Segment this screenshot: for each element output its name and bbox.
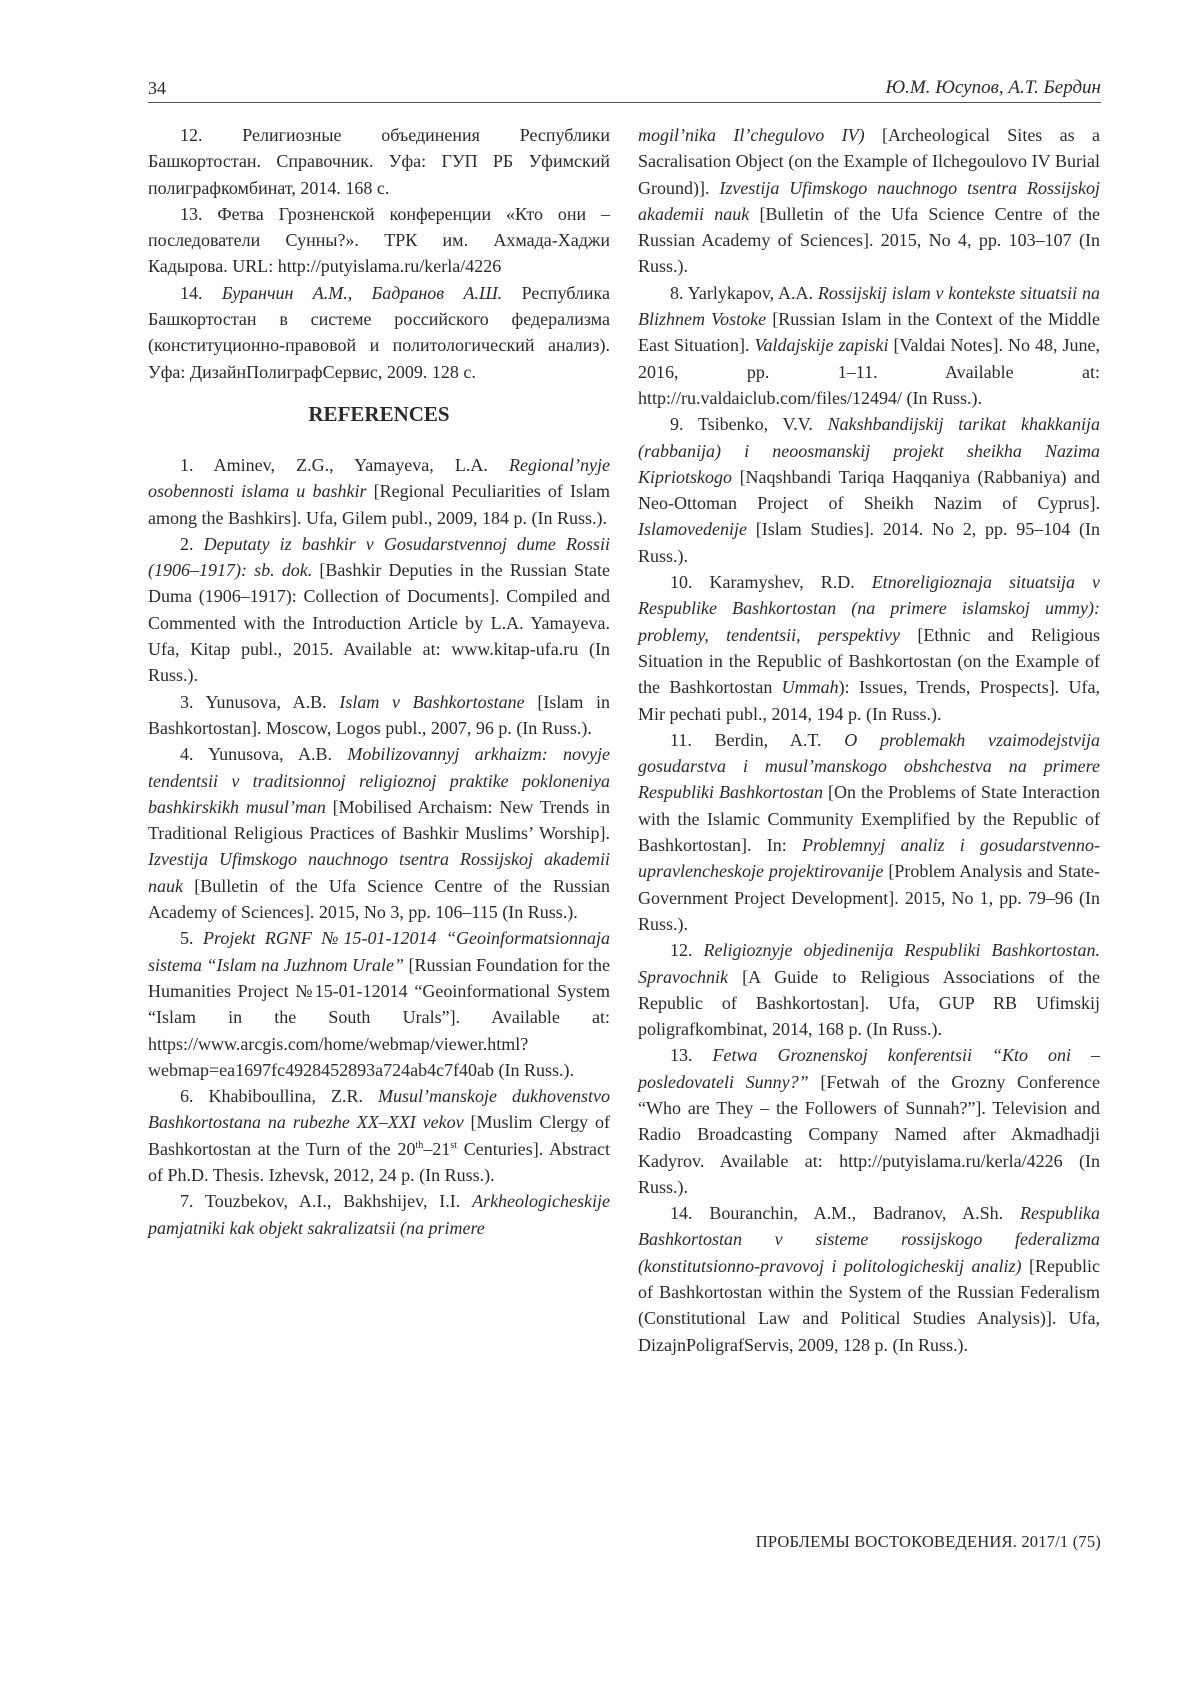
reference-item: 3. Yunusova, A.B. Islam v Bashkortostane [Islam in Bashkortostan]. Moscow, Logos publ., 2007, 96 p. (In Russ.). (148, 691, 610, 738)
bibliography-item: 14. Буранчин А.М., Бадранов А.Ш. Республика Башкортостан в системе российского федерализма (конституционно-правовой и политологический анализ). Уфа: ДизайнПолиграфСервис, 2009. 128 с. (148, 282, 610, 382)
running-title: Ю.М. Юсупов, А.Т. Бердин (885, 77, 1101, 98)
reference-item: 5. Projekt RGNF №15-01-12014 “Geoinformatsionnaja sistema “Islam na Juzhnom Urale” [Russian Foundation for the Humanities Project №15-01-12014 “Geoinformational System “Islam in the South Urals”]. Available at: https://www.arcgis.com/home/webmap/viewer.html?webmap=ea1697fc4928452893a724ab4c7f40ab (In Russ.). (148, 928, 611, 1080)
reference-item: 4. Yunusova, A.B. Mobilizovannyj arkhaizm: novyje tendentsii v traditsionnoj religioznoj praktike pokloneniya bashkirskikh musul’man [Mobilised Archaism: New Trends in Traditional Religious Practices of Bashkir Muslims’ Worship]. Izvestija Ufimskogo nauchnogo tsentra Rossijskoj akademii nauk [Bulletin of the Ufa Science Centre of the Russian Academy of Sciences]. 2015, No 3, pp. 106–115 (In Russ.). (148, 744, 611, 923)
page-header (148, 78, 1101, 103)
reference-item: 2. Deputaty iz bashkir v Gosudarstvennoj dume Rossii (1906–1917): sb. dok. [Bashkir Deputies in the Russian State Duma (1906–1917): Collection of Documents]. Compiled and Commented with the Introduction Article by L.A. Yamayeva. Ufa, Kitap publ., 2015. Available at: www.kitap-ufa.ru (In Russ.). (148, 533, 611, 686)
page-number: 34 (148, 78, 166, 98)
right-column (638, 122, 1100, 1358)
reference-item: 9. Tsibenko, V.V. Nakshbandijskij tarikat khakkanija (rabbanija) i neoosmanskij projekt sheikha Nazima Kipriotskogo [Naqshbandi Tariqa Haqqaniya (Rabbaniya) and Neo-Ottoman Project of Sheikh Nazim of Cyprus]. Islamovedenije [Islam Studies]. 2014. No 2, pp. 95–104 (In Russ.). (638, 414, 1100, 566)
reference-item: 7. Touzbekov, A.I., Bakhshijev, I.I. Arkheologicheskije pamjatniki kak objekt sakralizatsii (na primere (148, 1191, 611, 1238)
reference-item: 8. Yarlykapov, A.A. Rossijskij islam v kontekste situatsii na Blizhnem Vostoke [Russian Islam in the Context of the Middle East Situation]. Valdajskije zapiski [Valdai Notes]. No 48, June, 2016, pp. 1–11. Available at: http://ru.valdaiclub.com/files/12494/ (In Russ.). (638, 282, 1101, 408)
bibliography-item: 13. Фетва Грозненской конференции «Кто они – последователи Сунны?». ТРК им. Ахмада-Хаджи Кадырова. URL: http://putyislama.ru/kerla/4226 (148, 203, 610, 277)
journal-footer: ПРОБЛЕМЫ ВОСТОКОВЕДЕНИЯ. 2017/1 (75) (755, 1532, 1101, 1551)
reference-item: 12. Religioznyje objedinenija Respubliki Bashkortostan. Spravochnik [A Guide to Religious Associations of the Republic of Bashkortostan]. Ufa, GUP RB Ufimskij poligrafkombinat, 2014, 168 p. (In Russ.). (638, 940, 1101, 1040)
reference-item: 10. Karamyshev, R.D. Etnoreligioznaja situatsija v Respublike Bashkortostan (na primere islamskoj ummy): problemy, tendentsii, perspektivy [Ethnic and Religious Situation in the Republic of Bashkortostan (on the Example of the Bashkortostan Ummah): Issues, Trends, Prospects]. Ufa, Mir pechati publ., 2014, 194 p. (In Russ.). (638, 572, 1101, 724)
reference-item: 6. Khabiboullina, Z.R. Musul’manskoje dukhovenstvo Bashkortostana na rubezhe XX–XXI vekov [Muslim Clergy of Bashkortostan at the Turn of the 20th–21st Centuries]. Abstract of Ph.D. Thesis. Izhevsk, 2012, 24 p. (In Russ.). (148, 1086, 611, 1185)
left-column (148, 122, 610, 1241)
reference-item: 11. Berdin, A.T. O problemakh vzaimodejstvija gosudarstva i musul’manskogo obshchestva na primere Respubliki Bashkortostan [On the Problems of State Interaction with the Islamic Community Exemplified by the Republic of Bashkortostan]. In: Problemnyj analiz i gosudarstvenno-upravlencheskoje projektirovanije [Problem Analysis and State-Government Project Development]. 2015, No 1, pp. 79–96 (In Russ.). (638, 729, 1101, 934)
reference-item: 14. Bouranchin, A.M., Badranov, A.Sh. Respublika Bashkortostan v sisteme rossijskogo federalizma (konstitutsionno-pravovoj i politologicheskij analiz) [Republic of Bashkortostan within the System of the Russian Federalism (Constitutional Law and Political Studies Analysis)]. Ufa, DizajnPoligrafServis, 2009, 128 p. (In Russ.). (638, 1203, 1101, 1355)
reference-item: 1. Aminev, Z.G., Yamayeva, L.A. Regional’nyje osobennosti islama u bashkir [Regional Peculiarities of Islam among the Bashkirs]. Ufa, Gilem publ., 2009, 184 p. (In Russ.). (148, 454, 611, 528)
reference-item: 13. Fetwa Groznenskoj konferentsii “Kto oni – posledovateli Sunny?” [Fetwah of the Grozny Conference “Who are They – the Followers of Sunnah?”]. Television and Radio Broadcasting Company Named after Akmadhadji Kadyrov. Available at: http://putyislama.ru/kerla/4226 (In Russ.). (638, 1045, 1101, 1197)
bibliography-item: 12. Религиозные объединения Республики Башкортостан. Справочник. Уфа: ГУП РБ Уфимский полиграфкомбинат, 2014. 168 с. (148, 125, 610, 198)
references-heading: REFERENCES (308, 401, 450, 426)
reference-continuation: mogil’nika Il’chegulovo IV) [Archeological Sites as a Sacralisation Object (on the Example of Ilchegoulovo IV Burial Ground)]. Izvestija Ufimskogo nauchnogo tsentra Rossijskoj akademii nauk [Bulletin of the Ufa Science Centre of the Russian Academy of Sciences]. 2015, No 4, pp. 103–107 (In Russ.). (638, 125, 1101, 277)
